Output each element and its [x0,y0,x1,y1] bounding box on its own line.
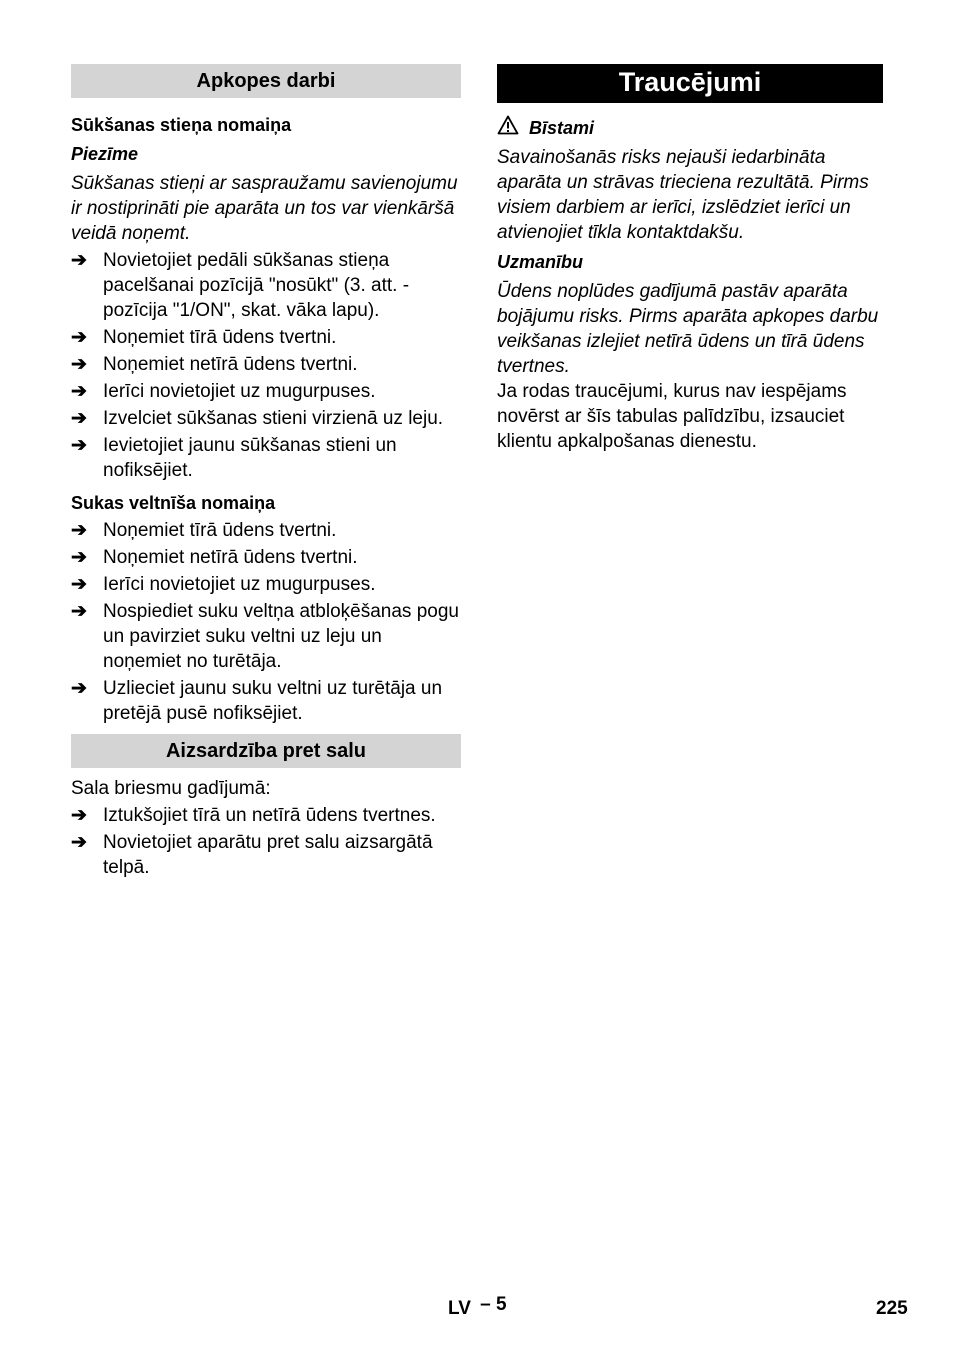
list-item-text: Noņemiet netīrā ūdens tvertni. [103,354,358,375]
arrow-right-icon: ➔ [71,435,87,456]
section-heading-frost: Aizsardzība pret salu [71,734,461,768]
subheading-brush-roller: Sukas veltnīša nomaiņa [71,493,276,513]
list-item [71,248,461,323]
list-item-text: Novietojiet aparātu pret salu aizsargātā telpā. [103,832,433,878]
frost-steps [71,803,461,880]
brush-roller-steps [71,518,461,726]
left-column [71,64,461,880]
arrow-right-icon: ➔ [71,354,87,375]
suction-bar-steps [71,248,461,483]
arrow-right-icon: ➔ [71,250,87,271]
list-item [71,518,461,543]
note-text: Sūkšanas stieņi ar saspraužamu savienojumu ir nostiprināti pie aparāta un tos var vienkāršā veidā noņemt. [71,173,458,244]
caution-label: Uzmanību [497,252,584,272]
arrow-right-icon: ➔ [71,327,87,348]
section-heading-maintenance: Apkopes darbi [71,64,461,98]
frost-intro: Sala briesmu gadījumā: [71,778,271,799]
list-item-text: Iztukšojiet tīrā un netīrā ūdens tvertnes. [103,805,436,826]
list-item [71,599,461,674]
footer-lang: LV [448,1298,471,1319]
list-item [71,433,461,483]
list-item [71,325,461,350]
list-item-text: Noņemiet tīrā ūdens tvertni. [103,520,337,541]
footer-language [448,1294,507,1320]
list-item [71,379,461,404]
warning-triangle-icon [497,115,519,141]
list-item [71,406,461,431]
danger-text: Savainošanās risks nejauši iedarbināta aparāta un strāvas trieciena rezultātā. Pirms visiem darbiem ar ierīci, izslēdziet ierīci un atvienojiet tīkla kontaktdakšu. [497,147,869,243]
danger-header [497,115,883,141]
list-item-text: Noņemiet netīrā ūdens tvertni. [103,547,358,568]
arrow-right-icon: ➔ [71,381,87,402]
subheading-suction-bar: Sūkšanas stieņa nomaiņa [71,115,292,135]
footer-local-page: – 5 [480,1294,507,1315]
note-title: Piezīme [71,144,139,164]
arrow-right-icon: ➔ [71,678,87,699]
arrow-right-icon: ➔ [71,832,87,853]
list-item-text: Novietojiet pedāli sūkšanas stieņa pacelšanai pozīcijā "nosūkt" (3. att. - pozīcija "1/ON", skat. vāka lapu). [103,250,410,321]
section-heading-faults: Traucējumi [497,64,883,103]
list-item-text: Ierīci novietojiet uz mugurpuses. [103,381,376,402]
list-item-text: Izvelciet sūkšanas stieni virzienā uz leju. [103,408,444,429]
arrow-right-icon: ➔ [71,601,87,622]
arrow-right-icon: ➔ [71,520,87,541]
arrow-right-icon: ➔ [71,574,87,595]
list-item [71,830,461,880]
page-number: 225 [876,1298,908,1319]
list-item [71,545,461,570]
list-item-text: Noņemiet tīrā ūdens tvertni. [103,327,337,348]
list-item [71,572,461,597]
arrow-right-icon: ➔ [71,408,87,429]
arrow-right-icon: ➔ [71,805,87,826]
list-item-text: Uzlieciet jaunu suku veltni uz turētāja un pretējā pusē nofiksējiet. [103,678,443,724]
list-item [71,803,461,828]
list-item-text: Ierīci novietojiet uz mugurpuses. [103,574,376,595]
list-item [71,676,461,726]
faults-body-text: Ja rodas traucējumi, kurus nav iespējams novērst ar šīs tabulas palīdzību, izsauciet klientu apkalpošanas dienestu. [497,381,847,452]
list-item [71,352,461,377]
list-item-text: Nospiediet suku veltņa atbloķēšanas pogu un pavirziet suku veltni uz leju un noņemiet no turētāja. [103,601,459,672]
arrow-right-icon: ➔ [71,547,87,568]
caution-text: Ūdens noplūdes gadījumā pastāv aparāta bojājumu risks. Pirms aparāta apkopes darbu veikšanas izlejiet netīrā ūdens un tīrā ūdens tvertnes. [497,281,879,377]
right-column [497,64,883,454]
list-item-text: Ievietojiet jaunu sūkšanas stieni un nofiksējiet. [103,435,397,481]
danger-label: Bīstami [529,117,595,138]
